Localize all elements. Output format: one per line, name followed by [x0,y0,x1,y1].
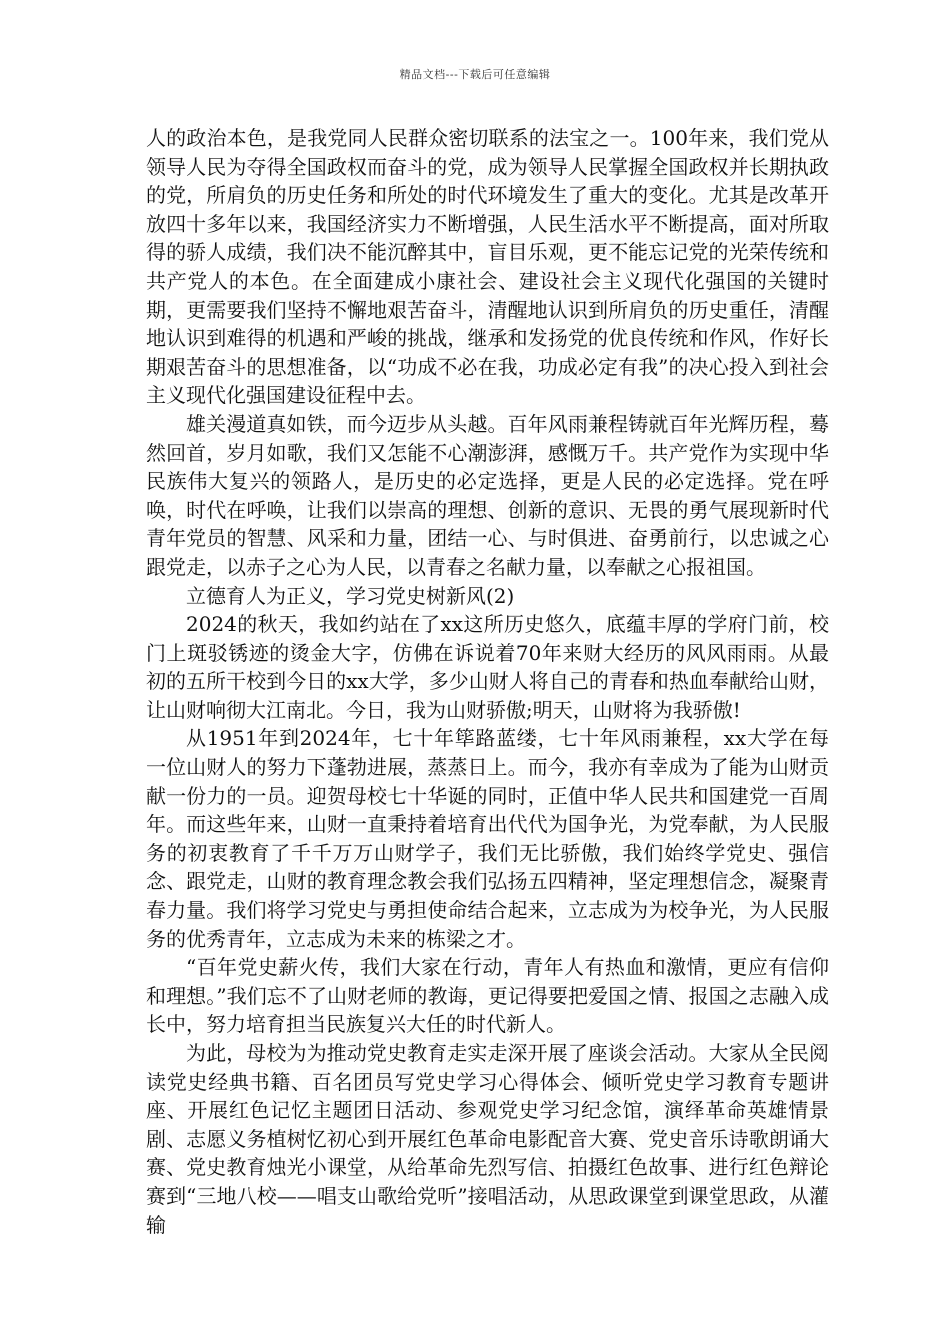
paragraph: 为此，母校为为推动党史教育走实走深开展了座谈会活动。大家从全民阅读党史经典书籍、百名团员写党史学习心得体会、倾听党史学习教育专题讲座、开展红色记忆主题团日活动、参观党史学习纪念馆，演绎革命英雄情景剧、志愿义务植树忆初心到开展红色革命电影配音大赛、党史音乐诗歌朗诵大赛、党史教育烛光小课堂，从给革命先烈写信、拍摄红色故事、进行红色辩论赛到“三地八校——唱支山歌给党听”接唱活动，从思政课堂到课堂思政，从灌输 [146,1041,829,1237]
paragraph: 2024的秋天，我如约站在了xx这所历史悠久，底蕴丰厚的学府门前，校门上斑驳锈迹的烫金大字，仿佛在诉说着70年来财大经历的风风雨雨。从最初的五所干校到今日的xx大学，多少山财人将自己的青春和热血奉献给山财，让山财响彻大江南北。今日，我为山财骄傲;明天，山财将为我骄傲! [146,612,829,722]
paragraph: 从1951年到2024年，七十年筚路蓝缕，七十年风雨兼程，xx大学在每一位山财人的努力下蓬勃进展，蒸蒸日上。而今，我亦有幸成为了能为山财贡献一份力的一员。迎贺母校七十华诞的同时，正值中华人民共和国建党一百周年。而这些年来，山财一直秉持着培育出代代为国争光，为党奉献，为人民服务的初衷教育了千千万万山财学子，我们无比骄傲，我们始终学党史、强信念、跟党走，山财的教育理念教会我们弘扬五四精神，坚定理想信念，凝聚青春力量。我们将学习党史与勇担使命结合起来，立志成为为校争光，为人民服务的优秀青年，立志成为未来的栋梁之才。 [146,726,829,951]
document-body [146,124,829,1239]
paragraph-continuation: 人的政治本色，是我党同人民群众密切联系的法宝之一。100年来，我们党从领导人民为夺得全国政权而奋斗的党，成为领导人民掌握全国政权并长期执政的党，所肩负的历史任务和所处的时代环境发生了重大的变化。尤其是改革开放四十多年以来，我国经济实力不断增强，人民生活水平不断提高，面对所取得的骄人成绩，我们决不能沉醉其中，盲目乐观，更不能忘记党的光荣传统和共产党人的本色。在全面建成小康社会、建设社会主义现代化强国的关键时期，更需要我们坚持不懈地艰苦奋斗，清醒地认识到所肩负的历史重任，清醒地认识到难得的机遇和严峻的挑战，继承和发扬党的优良传统和作风，作好长期艰苦奋斗的思想准备，以“功成不必在我，功成必定有我”的决心投入到社会主义现代化强国建设征程中去。 [146,126,829,408]
page-header: 精品文档---下载后可任意编辑 [399,68,551,81]
section-heading: 立德育人为正义，学习党史树新风(2) [186,583,515,608]
paragraph: 雄关漫道真如铁，而今迈步从头越。百年风雨兼程铸就百年光辉历程，蓦然回首，岁月如歌，我们又怎能不心潮澎湃，感慨万千。共产党作为实现中华民族伟大复兴的领路人，是历史的必定选择，更是人民的必定选择。党在呼唤，时代在呼唤，让我们以崇高的理想、创新的意识、无畏的勇气展现新时代青年党员的智慧、风采和力量，团结一心、与时俱进、奋勇前行，以忠诚之心跟党走，以赤子之心为人民，以青春之名献力量，以奉献之心报祖国。 [146,411,829,579]
paragraph: “百年党史薪火传，我们大家在行动，青年人有热血和激情，更应有信仰和理想。”我们忘不了山财老师的教诲，更记得要把爱国之情、报国之志融入成长中，努力培育担当民族复兴大任的时代新人。 [146,955,829,1037]
